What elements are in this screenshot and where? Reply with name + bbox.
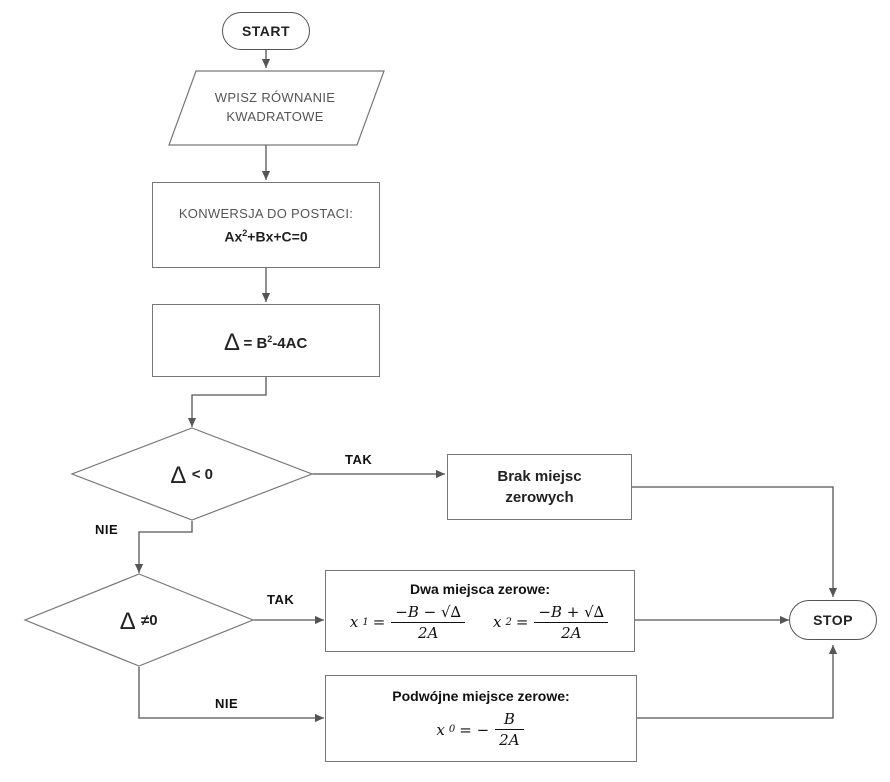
edge-label-dec1-no: NIE xyxy=(95,522,119,537)
delta-eq: = B xyxy=(243,334,268,352)
two-roots-title: Dwa miejsca zerowe: xyxy=(409,580,551,597)
no-roots-line1: Brak miejsc xyxy=(497,468,582,485)
node-convert-formula xyxy=(224,228,307,245)
x1-label: x xyxy=(349,613,359,631)
x1-sub: 1 xyxy=(362,616,369,628)
node-decision-delta-nonzero[interactable] xyxy=(79,600,199,640)
x2-denominator: 2A xyxy=(561,623,582,642)
node-double-root[interactable] xyxy=(325,675,637,762)
x0-eq: = − xyxy=(459,720,490,739)
x1-fraction xyxy=(391,603,465,642)
x2-eq: = xyxy=(515,613,529,631)
x2-label: x xyxy=(493,613,502,631)
x2-sub: 2 xyxy=(505,616,512,628)
convert-exponent: 2 xyxy=(242,228,248,239)
double-root-title: Podwójne miejsce zerowe: xyxy=(392,688,570,704)
edge-label-dec2-yes: TAK xyxy=(267,592,295,607)
x0-fraction xyxy=(495,710,523,749)
node-start-label: START xyxy=(241,23,291,39)
two-roots-x2 xyxy=(493,603,610,642)
x1-eq: = xyxy=(372,613,386,631)
decision2-symbol: ∆ xyxy=(120,608,136,635)
decision1-symbol: ∆ xyxy=(171,462,186,489)
x0-numerator: B xyxy=(495,710,523,730)
two-roots-formulas xyxy=(350,603,610,642)
convert-rest: +Bx+C=0 xyxy=(247,228,308,245)
node-stop[interactable] xyxy=(789,600,877,640)
node-stop-label: STOP xyxy=(813,612,853,628)
node-delta[interactable] xyxy=(152,304,380,377)
x1-numerator: −B − √∆ xyxy=(391,603,465,623)
node-convert-line1: KONWERSJA DO POSTACI: xyxy=(178,206,354,222)
decision2-condition: ≠0 xyxy=(141,611,158,629)
node-delta-formula xyxy=(224,328,308,356)
node-start[interactable] xyxy=(222,12,310,50)
x0-sub: 0 xyxy=(448,724,456,735)
x1-denominator: 2A xyxy=(417,623,439,642)
node-input[interactable] xyxy=(180,71,370,145)
x2-fraction xyxy=(534,603,608,642)
node-no-roots[interactable] xyxy=(447,454,632,520)
node-convert[interactable] xyxy=(152,182,380,268)
x2-numerator: −B + √∆ xyxy=(534,603,608,623)
no-roots-line2: zerowych xyxy=(505,489,574,506)
node-input-line2: KWADRATOWE xyxy=(226,109,324,124)
edge-label-dec1-yes: TAK xyxy=(345,452,373,467)
two-roots-x1 xyxy=(350,603,467,642)
double-root-x0 xyxy=(436,710,525,749)
node-input-line1: WPISZ RÓWNANIE xyxy=(214,90,336,106)
double-root-formula xyxy=(436,710,525,749)
x0-denominator: 2A xyxy=(499,731,520,749)
decision1-condition: < 0 xyxy=(191,465,213,483)
x0-label: x xyxy=(436,720,445,739)
node-two-roots[interactable] xyxy=(325,570,635,652)
convert-a: Ax xyxy=(224,228,243,245)
node-decision-delta-negative[interactable] xyxy=(132,454,252,494)
delta-exponent: 2 xyxy=(267,333,273,344)
edge-label-dec2-no: NIE xyxy=(215,696,239,711)
delta-rest: -4AC xyxy=(272,334,308,352)
delta-symbol: ∆ xyxy=(224,328,240,356)
